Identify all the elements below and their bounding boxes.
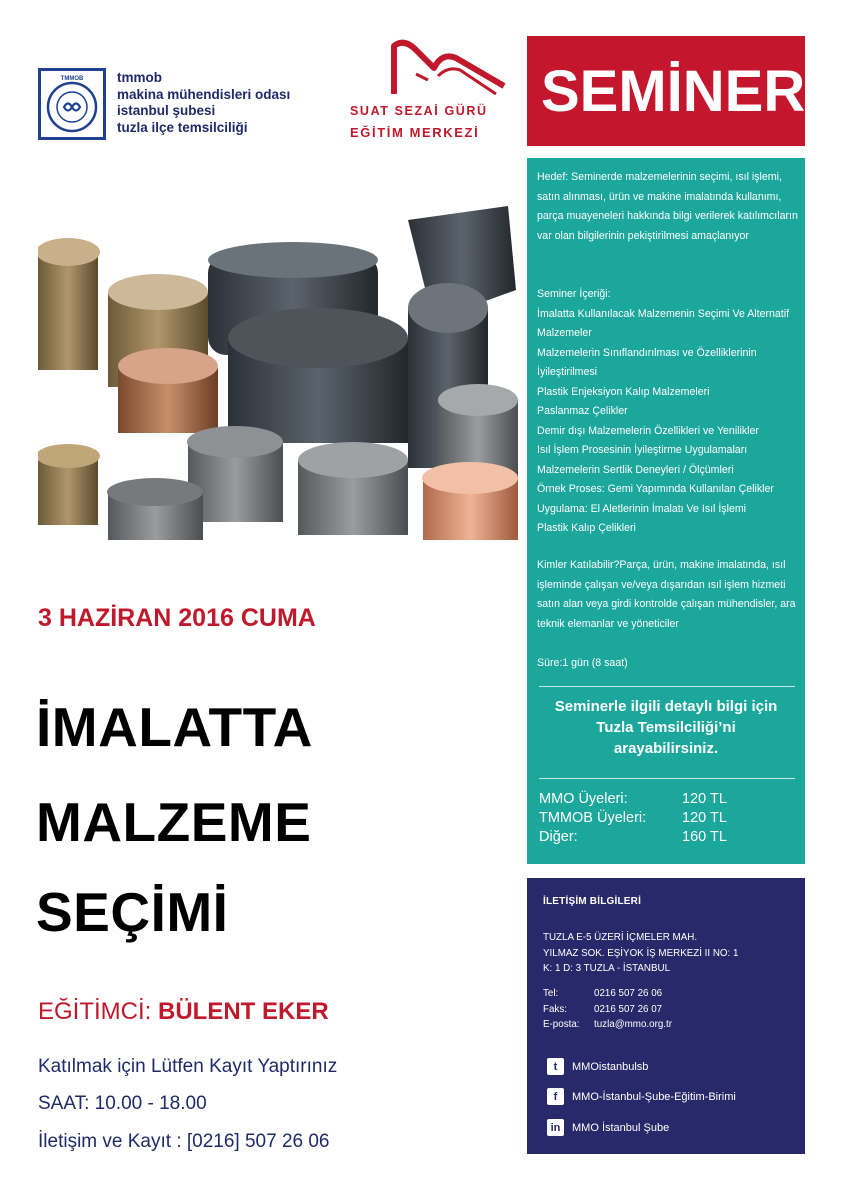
twitter-handle: MMOistanbulsb xyxy=(572,1060,649,1073)
fax-label: Faks: xyxy=(543,1003,567,1015)
seminar-info-panel xyxy=(527,158,805,864)
fee-label: TMMOB Üyeleri: xyxy=(539,810,647,826)
fee-price: 120 TL xyxy=(682,810,727,826)
fee-row xyxy=(539,809,762,828)
linkedin-page: MMO İstanbul Şube xyxy=(572,1121,670,1134)
event-title-line-1: İMALATTA xyxy=(36,696,313,758)
linkedin-icon: in xyxy=(547,1119,564,1136)
content-item: Örnek Proses: Gemi Yapımında Kullanılan Çelikler xyxy=(537,483,774,495)
seminer-header xyxy=(527,36,805,146)
contact-call-line: Seminerle ilgili detaylı bilgi için xyxy=(554,698,778,715)
content-item: Plastik Kalıp Çelikleri xyxy=(537,522,636,534)
org-line-2: makina mühendisleri odası xyxy=(117,86,291,102)
phone-row xyxy=(543,986,672,1002)
event-title-line-2: MALZEME xyxy=(36,791,312,853)
twitter-link[interactable] xyxy=(547,1058,648,1075)
content-item: Paslanmaz Çelikler xyxy=(537,405,628,417)
fee-price: 160 TL xyxy=(682,829,727,845)
contact-call-text xyxy=(537,696,795,759)
registration-contact: İletişim ve Kayıt : [0216] 507 26 06 xyxy=(38,1131,330,1152)
contact-numbers xyxy=(543,986,672,1033)
contact-address xyxy=(543,930,738,977)
fee-row xyxy=(539,790,762,809)
metal-samples-photo xyxy=(38,180,518,540)
seminar-goal: Hedef: Seminerde malzemelerinin seçimi, ısıl işlemi, satın alınması, ürün ve makine imalatında kullanımı, parça muayeneleri hakkında bilgi verilerek katılımcıların var olan bilgilerinin pekiştirilmesi amaçlanıyor xyxy=(537,171,798,242)
content-item: Malzemelerin Sertlik Deneyleri / Ölçümleri xyxy=(537,463,734,476)
facebook-page: MMO-İstanbul-Şube-Eğitim-Birimi xyxy=(572,1090,736,1103)
seminer-title: SEMİNER xyxy=(541,59,806,124)
org-line-3: istanbul şubesi xyxy=(117,103,216,118)
target-audience: Kimler Katılabilir?Parça, ürün, makine imalatında, ısıl işleminde çalışan ve/veya dışarıdan ısıl işlem hizmeti satın alan veya girdi kontrolde çalışan mühendisler, ara teknik elemanlar ve yöneticiler xyxy=(537,559,796,630)
mmo-logo xyxy=(38,68,106,140)
content-item: Uygulama: El Aletlerinin İmalatı Ve Isıl İşlemi xyxy=(537,502,747,515)
fax-row xyxy=(543,1002,672,1018)
contact-call-line: Tuzla Temsilciliği’ni xyxy=(596,719,736,736)
phone-value[interactable]: 0216 507 26 06 xyxy=(594,988,663,999)
contact-heading: İLETİŞİM BİLGİLERİ xyxy=(543,896,642,907)
twitter-icon: t xyxy=(547,1058,564,1075)
contact-panel xyxy=(527,878,805,1154)
content-item: Demir dışı Malzemelerin Özellikleri ve Yenilikler xyxy=(537,424,759,437)
training-center-subtitle: EĞİTİM MERKEZİ xyxy=(350,125,480,140)
trainer-name: BÜLENT EKER xyxy=(158,998,329,1025)
address-line: YILMAZ SOK. EŞİYOK İŞ MERKEZİ II NO: 1 xyxy=(543,947,739,959)
duration: Süre:1 gün (8 saat) xyxy=(537,657,628,669)
event-title-line-3: SEÇİMİ xyxy=(36,881,229,943)
registration-note: Katılmak için Lütfen Kayıt Yaptırınız xyxy=(38,1056,338,1077)
mmo-emblem-icon xyxy=(41,71,103,137)
divider xyxy=(539,778,795,779)
facebook-icon: f xyxy=(547,1088,564,1105)
contact-call-line: arayabilirsiniz. xyxy=(613,740,719,757)
trainer-label: EĞİTİMCİ: xyxy=(38,998,152,1025)
fee-price: 120 TL xyxy=(682,791,727,807)
linkedin-link[interactable] xyxy=(547,1119,669,1136)
org-line-4: tuzla ilçe temsilciliği xyxy=(117,119,248,135)
org-line-1: tmmob xyxy=(117,70,162,85)
seminar-content-list xyxy=(537,285,801,539)
address-line: TUZLA E-5 ÜZERİ İÇMELER MAH. xyxy=(543,932,698,943)
content-item: Isıl İşlem Prosesinin İyileştirme Uygulamaları xyxy=(537,444,748,456)
event-time: SAAT: 10.00 - 18.00 xyxy=(38,1093,207,1114)
fee-row xyxy=(539,828,762,847)
content-title: Seminer İçeriği: xyxy=(537,288,611,300)
facebook-link[interactable] xyxy=(547,1088,736,1105)
email-label: E-posta: xyxy=(543,1019,580,1030)
address-line: K: 1 D: 3 TUZLA - İSTANBUL xyxy=(543,963,671,974)
fee-label: MMO Üyeleri: xyxy=(539,791,628,807)
email-link[interactable]: tuzla@mmo.org.tr xyxy=(594,1019,672,1030)
fax-value: 0216 507 26 07 xyxy=(594,1003,663,1015)
phone-label: Tel: xyxy=(543,988,559,999)
email-row xyxy=(543,1017,672,1033)
svg-text:TMMOB: TMMOB xyxy=(60,76,84,82)
content-item: Plastik Enjeksiyon Kalıp Malzemeleri xyxy=(537,385,710,398)
content-item: Malzemelerin Sınıflandırılması ve Özelliklerinin İyileştirilmesi xyxy=(537,346,757,378)
training-center-logo-icon xyxy=(376,36,506,96)
event-date: 3 HAZİRAN 2016 CUMA xyxy=(38,604,316,632)
fee-table xyxy=(539,790,762,847)
fee-label: Diğer: xyxy=(539,829,578,845)
divider xyxy=(539,686,795,687)
content-item: İmalatta Kullanılacak Malzemenin Seçimi Ve Alternatif Malzemeler xyxy=(537,307,790,339)
org-name-block xyxy=(117,70,290,136)
training-center-name: SUAT SEZAİ GÜRÜ xyxy=(350,104,488,118)
trainer xyxy=(38,998,329,1026)
